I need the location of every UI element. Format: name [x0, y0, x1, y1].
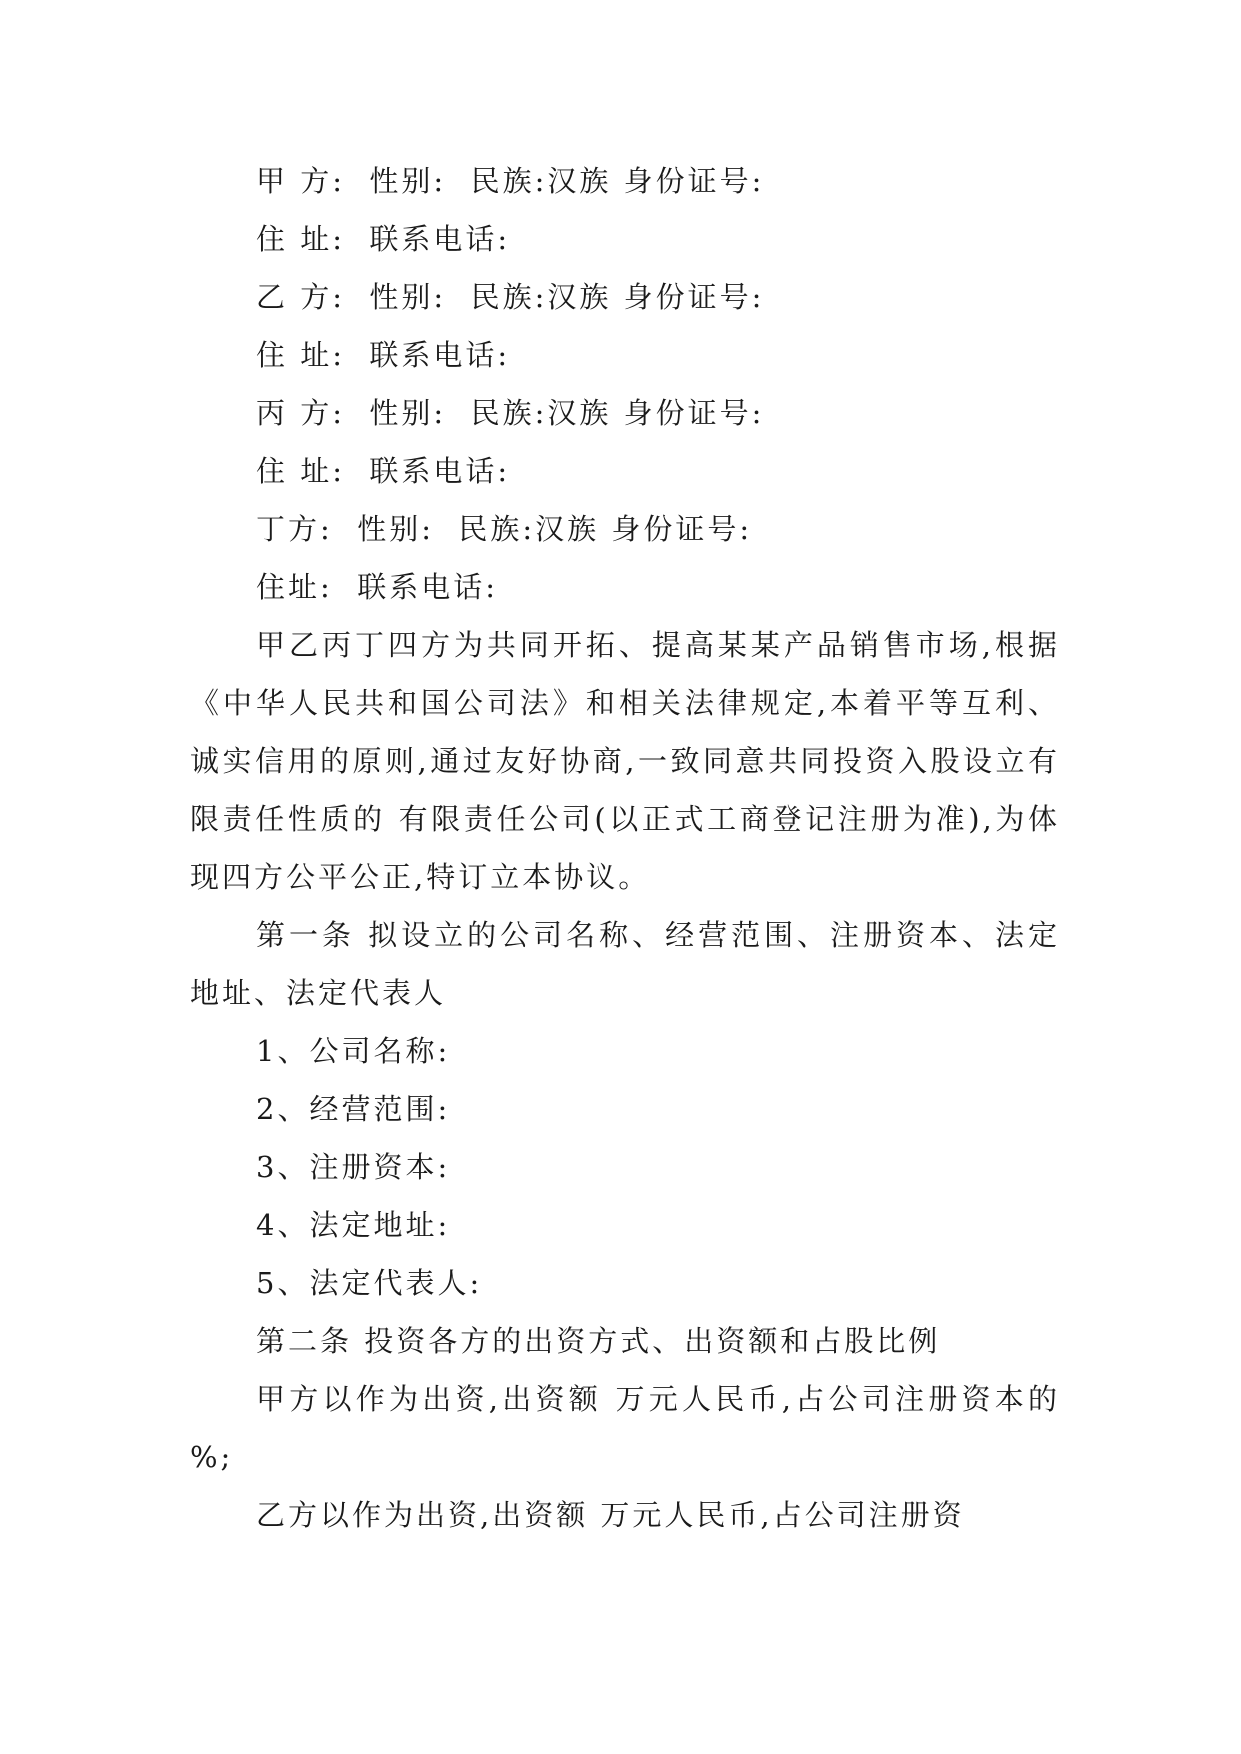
article-1-item-company-name: 1、公司名称:	[256, 1034, 451, 1068]
article-2-title: 第二条 投资各方的出资方式、出资额和占股比例	[256, 1324, 941, 1358]
party-b-info: 乙 方: 性别: 民族:汉族 身份证号:	[256, 280, 765, 314]
article-2-clause-party-b: 乙方以作为出资,出资额 万元人民币,占公司注册资	[256, 1498, 965, 1532]
party-c-address: 住 址: 联系电话:	[256, 454, 511, 488]
article-1-item-legal-representative: 5、法定代表人:	[256, 1266, 483, 1300]
article-1-item-registered-capital: 3、注册资本:	[256, 1150, 451, 1184]
article-1-item-legal-address: 4、法定地址:	[256, 1208, 451, 1242]
article-2-clause-party-a: 甲方以作为出资,出资额 万元人民币,占公司注册资本的 %;	[190, 1382, 1060, 1474]
party-a-info: 甲 方: 性别: 民族:汉族 身份证号:	[256, 164, 765, 198]
party-c-info: 丙 方: 性别: 民族:汉族 身份证号:	[256, 396, 765, 430]
party-d-info: 丁方: 性别: 民族:汉族 身份证号:	[256, 512, 753, 546]
article-1-item-business-scope: 2、经营范围:	[256, 1092, 451, 1126]
document-body	[190, 152, 1060, 1544]
preamble-paragraph: 甲乙丙丁四方为共同开拓、提高某某产品销售市场,根据《中华人民共和国公司法》和相关法律规定,本着平等互利、诚实信用的原则,通过友好协商,一致同意共同投资入股设立有限责任性质的 有限责任公司(以正式工商登记注册为准),为体现四方公平公正,特订立本协议。	[190, 628, 1060, 894]
party-d-address: 住址: 联系电话:	[256, 570, 498, 604]
party-a-address: 住 址: 联系电话:	[256, 222, 511, 256]
article-1-title: 第一条 拟设立的公司名称、经营范围、注册资本、法定地址、法定代表人	[190, 918, 1060, 1010]
party-b-address: 住 址: 联系电话:	[256, 338, 511, 372]
